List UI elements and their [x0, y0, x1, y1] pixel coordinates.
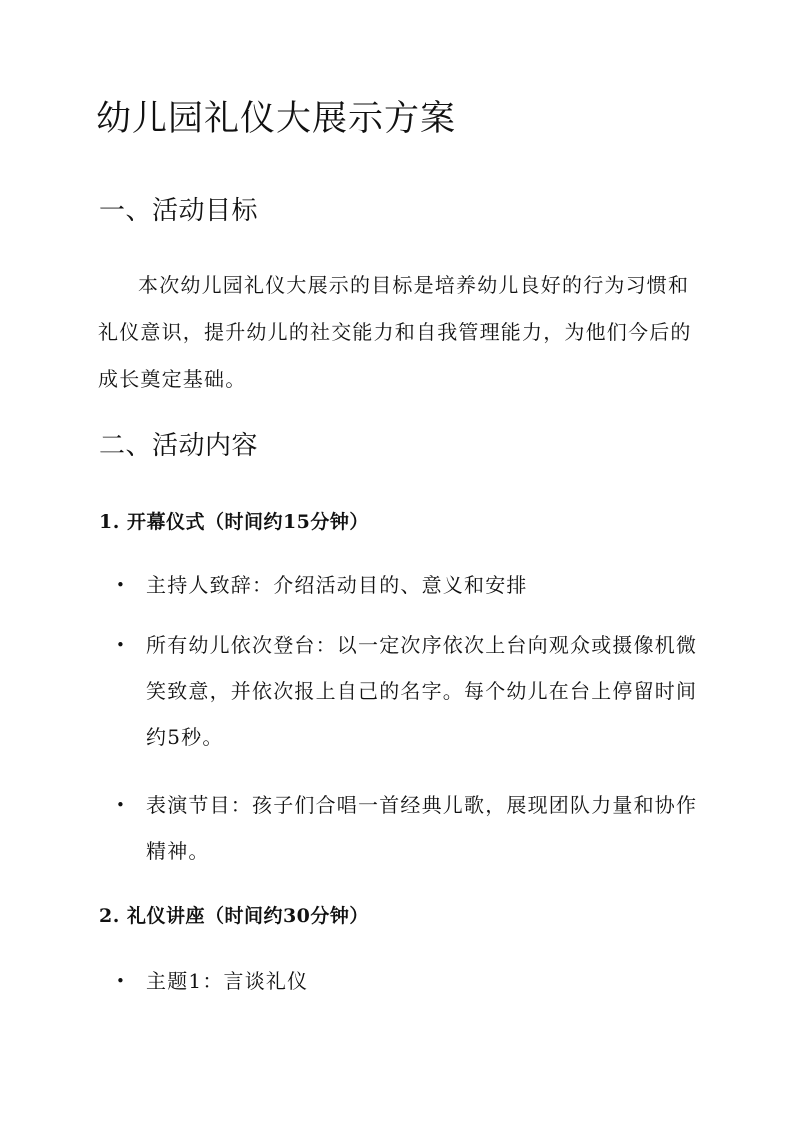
subsection-heading-opening: 1. 开幕仪式（时间约15分钟） — [99, 511, 369, 533]
section-heading-content: 二、活动内容 — [99, 431, 259, 461]
bullet-icon: • — [116, 796, 125, 814]
list-item — [116, 782, 716, 874]
bullet-icon: • — [116, 636, 125, 654]
subsection-heading-lecture: 2. 礼仪讲座（时间约30分钟） — [99, 905, 369, 927]
list-item-text: 主题1：言谈礼仪 — [146, 969, 309, 993]
list-item — [116, 562, 716, 608]
list-item-text: 表演节目：孩子们合唱一首经典儿歌，展现团队力量和协作精神。 — [146, 793, 698, 863]
goals-paragraph: 本次幼儿园礼仪大展示的目标是培养幼儿良好的行为习惯和礼仪意识，提升幼儿的社交能力和自我管理能力，为他们今后的成长奠定基础。 — [98, 273, 692, 391]
bullet-icon: • — [116, 972, 125, 990]
section-heading-goals: 一、活动目标 — [99, 196, 259, 226]
bullet-icon: • — [116, 576, 125, 594]
document-title: 幼儿园礼仪大展示方案 — [96, 99, 457, 139]
list-item-text: 所有幼儿依次登台：以一定次序依次上台向观众或摄像机微笑致意，并依次报上自己的名字。每个幼儿在台上停留时间约5秒。 — [146, 633, 698, 749]
list-item — [116, 622, 716, 760]
list-item-text: 主持人致辞：介绍活动目的、意义和安排 — [146, 573, 528, 597]
list-item — [116, 958, 716, 1004]
